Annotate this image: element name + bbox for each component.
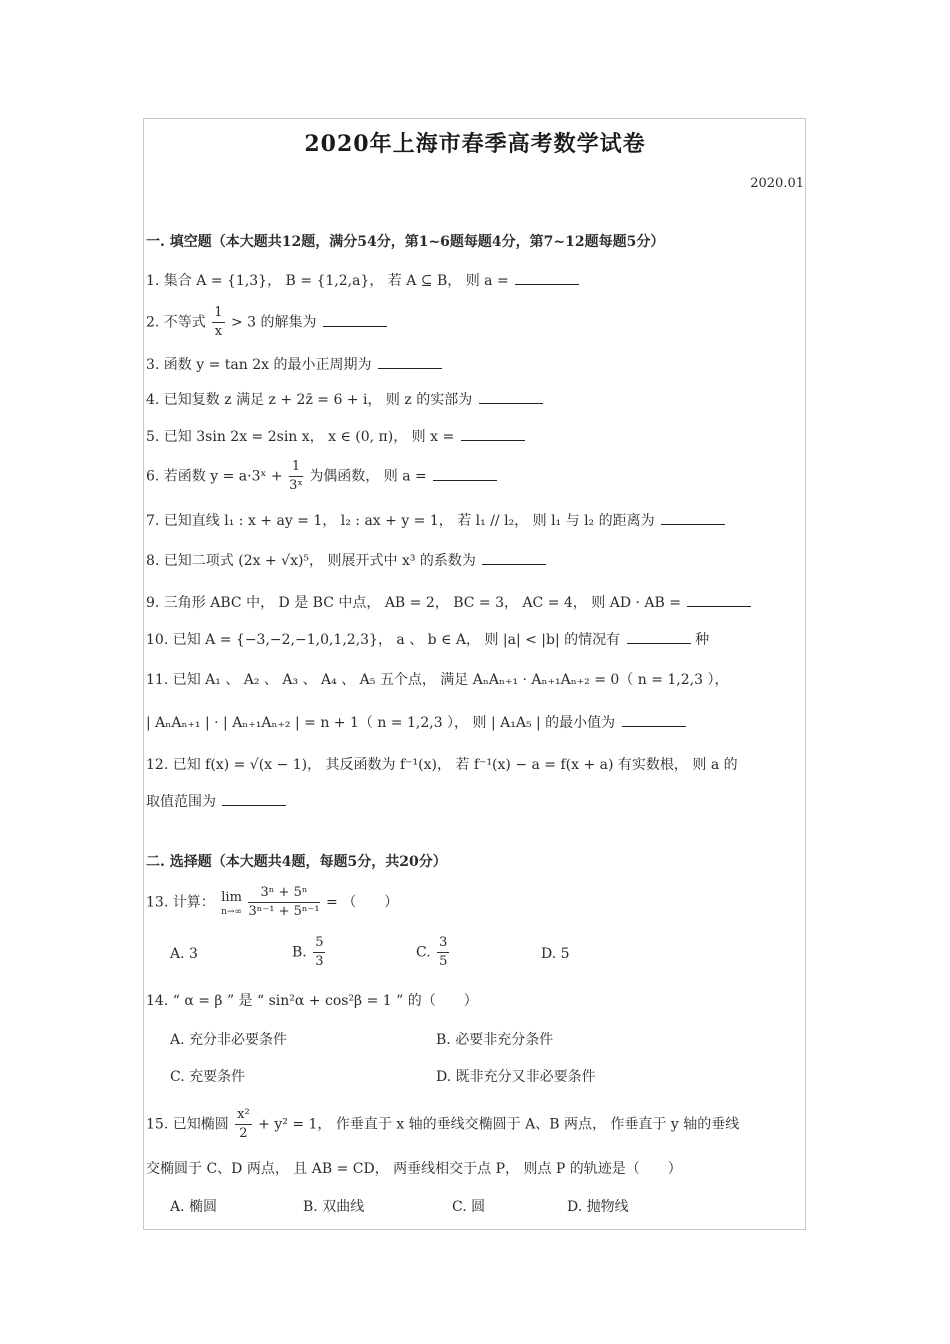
fraction-numerator: 5 <box>313 934 325 953</box>
question-14: 14. “ α = β ” 是 “ sin²α + cos²β = 1 ” 的（ ） <box>146 993 478 1009</box>
fraction <box>313 934 325 971</box>
question-12-line2 <box>146 791 286 812</box>
question-text: 4. 已知复数 z 满足 z + 2z̄ = 6 + i， 则 z 的实部为 <box>146 392 473 408</box>
option-b[interactable]: B. 必要非充分条件 <box>436 1032 554 1048</box>
question-text: 6. 若函数 y = a·3ˣ + <box>146 468 283 485</box>
limit-subscript: n→∞ <box>221 906 243 917</box>
answer-blank[interactable] <box>482 550 546 565</box>
question-6 <box>146 458 497 495</box>
fraction-denominator: 3ⁿ⁻¹ + 5ⁿ⁻¹ <box>248 904 320 919</box>
question-11-line2 <box>146 712 686 733</box>
question-11-line1 <box>146 670 728 690</box>
question-1 <box>146 270 579 291</box>
answer-blank[interactable] <box>433 466 497 481</box>
question-15-line2: 交椭圆于 C、D 两点， 且 AB = CD， 两垂线相交于点 P， 则点 P 的轨迹是（ ） <box>146 1161 682 1177</box>
option-label: C. <box>416 944 431 961</box>
question-text: = （ ） <box>326 894 399 911</box>
option-d[interactable]: D. 抛物线 <box>567 1199 629 1215</box>
fraction-numerator: 3ⁿ + 5ⁿ <box>248 884 319 903</box>
section1-heading: 一. 填空题（本大题共12题，满分54分，第1~6题每题4分，第7~12题每题5分） <box>146 234 665 250</box>
option-label: B. <box>292 944 307 961</box>
question-text: 13. 计算： <box>146 894 215 911</box>
question-8 <box>146 550 546 571</box>
answer-blank[interactable] <box>323 312 387 327</box>
fraction-denominator: 2 <box>239 1126 248 1141</box>
fraction <box>289 458 303 495</box>
fraction-denominator: 3 <box>315 954 324 969</box>
answer-blank[interactable] <box>622 712 686 727</box>
page-title: 2020年上海市春季高考数学试卷 <box>304 131 646 157</box>
fraction-denominator: 3ˣ <box>289 478 303 493</box>
question-text: > 3 的解集为 <box>231 314 317 331</box>
answer-blank[interactable] <box>687 592 751 607</box>
fraction <box>437 934 449 971</box>
exam-date: 2020.01 <box>750 176 804 191</box>
fraction <box>212 304 224 341</box>
question-text: 11. 已知 A₁ 、 A₂ 、 A₃ 、 A₄ 、 A₅ 五个点， 满足 AₙAₙ₊₁ · Aₙ₊₁Aₙ₊₂ = 0（ n = 1,2,3 ）， <box>146 672 729 688</box>
question-text: 9. 三角形 ABC 中， D 是 BC 中点， AB = 2， BC = 3， AC = 4， 则 AD · AB = <box>146 595 681 611</box>
question-4 <box>146 389 543 410</box>
fraction-numerator: 3 <box>437 934 449 953</box>
question-text: + y² = 1， 作垂直于 x 轴的垂线交椭圆于 A、B 两点， 作垂直于 y 轴的垂线 <box>258 1116 740 1133</box>
answer-blank[interactable] <box>661 510 725 525</box>
limit-operator <box>221 889 242 917</box>
answer-blank[interactable] <box>378 354 442 369</box>
section2-heading: 二. 选择题（本大题共4题，每题5分，共20分） <box>146 854 447 870</box>
option-a[interactable]: A. 充分非必要条件 <box>170 1032 288 1048</box>
question-text: 为偶函数， 则 a = <box>309 468 427 485</box>
fraction <box>248 884 319 921</box>
fraction-numerator: x² <box>235 1106 252 1125</box>
question-9 <box>146 592 751 613</box>
question-text: 1. 集合 A = {1,3}， B = {1,2,a}， 若 A ⊆ B， 则 a = <box>146 273 509 289</box>
question-3 <box>146 354 442 375</box>
question-12-line1 <box>146 755 738 775</box>
answer-blank[interactable] <box>461 426 525 441</box>
question-text: 种 <box>695 632 710 648</box>
option-a[interactable]: A. 3 <box>170 946 198 962</box>
question-text: 5. 已知 3sin 2x = 2sin x， x ∈ (0, π)， 则 x = <box>146 429 455 445</box>
option-c[interactable] <box>416 934 451 971</box>
fraction <box>235 1106 252 1143</box>
fraction-numerator: 1 <box>289 458 303 477</box>
question-text: 10. 已知 A = {−3,−2,−1,0,1,2,3}， a 、 b ∈ A， 则 |a| < |b| 的情况有 <box>146 632 621 648</box>
answer-blank[interactable] <box>222 791 286 806</box>
question-15-line1 <box>146 1106 739 1143</box>
question-text: 15. 已知椭圆 <box>146 1116 229 1133</box>
question-text: 2. 不等式 <box>146 314 206 331</box>
answer-blank[interactable] <box>627 629 691 644</box>
question-text: 8. 已知二项式 (2x + √x)⁵， 则展开式中 x³ 的系数为 <box>146 553 476 569</box>
question-7 <box>146 510 725 531</box>
option-c[interactable]: C. 圆 <box>452 1199 486 1215</box>
question-text: 3. 函数 y = tan 2x 的最小正周期为 <box>146 357 372 373</box>
fraction-numerator: 1 <box>212 304 224 323</box>
answer-blank[interactable] <box>479 389 543 404</box>
option-b[interactable]: B. 双曲线 <box>303 1199 365 1215</box>
question-text: | AₙAₙ₊₁ | · | Aₙ₊₁Aₙ₊₂ | = n + 1（ n = 1,2,3 ）， 则 | A₁A₅ | 的最小值为 <box>146 715 616 731</box>
option-d[interactable]: D. 5 <box>541 946 570 962</box>
option-c[interactable]: C. 充要条件 <box>170 1069 246 1085</box>
question-13 <box>146 884 398 921</box>
question-10 <box>146 629 709 650</box>
question-5 <box>146 426 525 447</box>
question-text: 12. 已知 f(x) = √(x − 1)， 其反函数为 f⁻¹(x)， 若 f⁻¹(x) − a = f(x + a) 有实数根， 则 a 的 <box>146 757 738 773</box>
option-d[interactable]: D. 既非充分又非必要条件 <box>436 1069 596 1085</box>
question-text: 7. 已知直线 l₁ : x + ay = 1， l₂ : ax + y = 1， 若 l₁ // l₂， 则 l₁ 与 l₂ 的距离为 <box>146 513 655 529</box>
question-text: 取值范围为 <box>146 794 216 810</box>
question-2 <box>146 304 387 341</box>
option-b[interactable] <box>292 934 327 971</box>
fraction-denominator: x <box>214 324 223 339</box>
fraction-denominator: 5 <box>439 954 448 969</box>
limit-label: lim <box>221 889 242 905</box>
option-a[interactable]: A. 椭圆 <box>170 1199 218 1215</box>
answer-blank[interactable] <box>515 270 579 285</box>
